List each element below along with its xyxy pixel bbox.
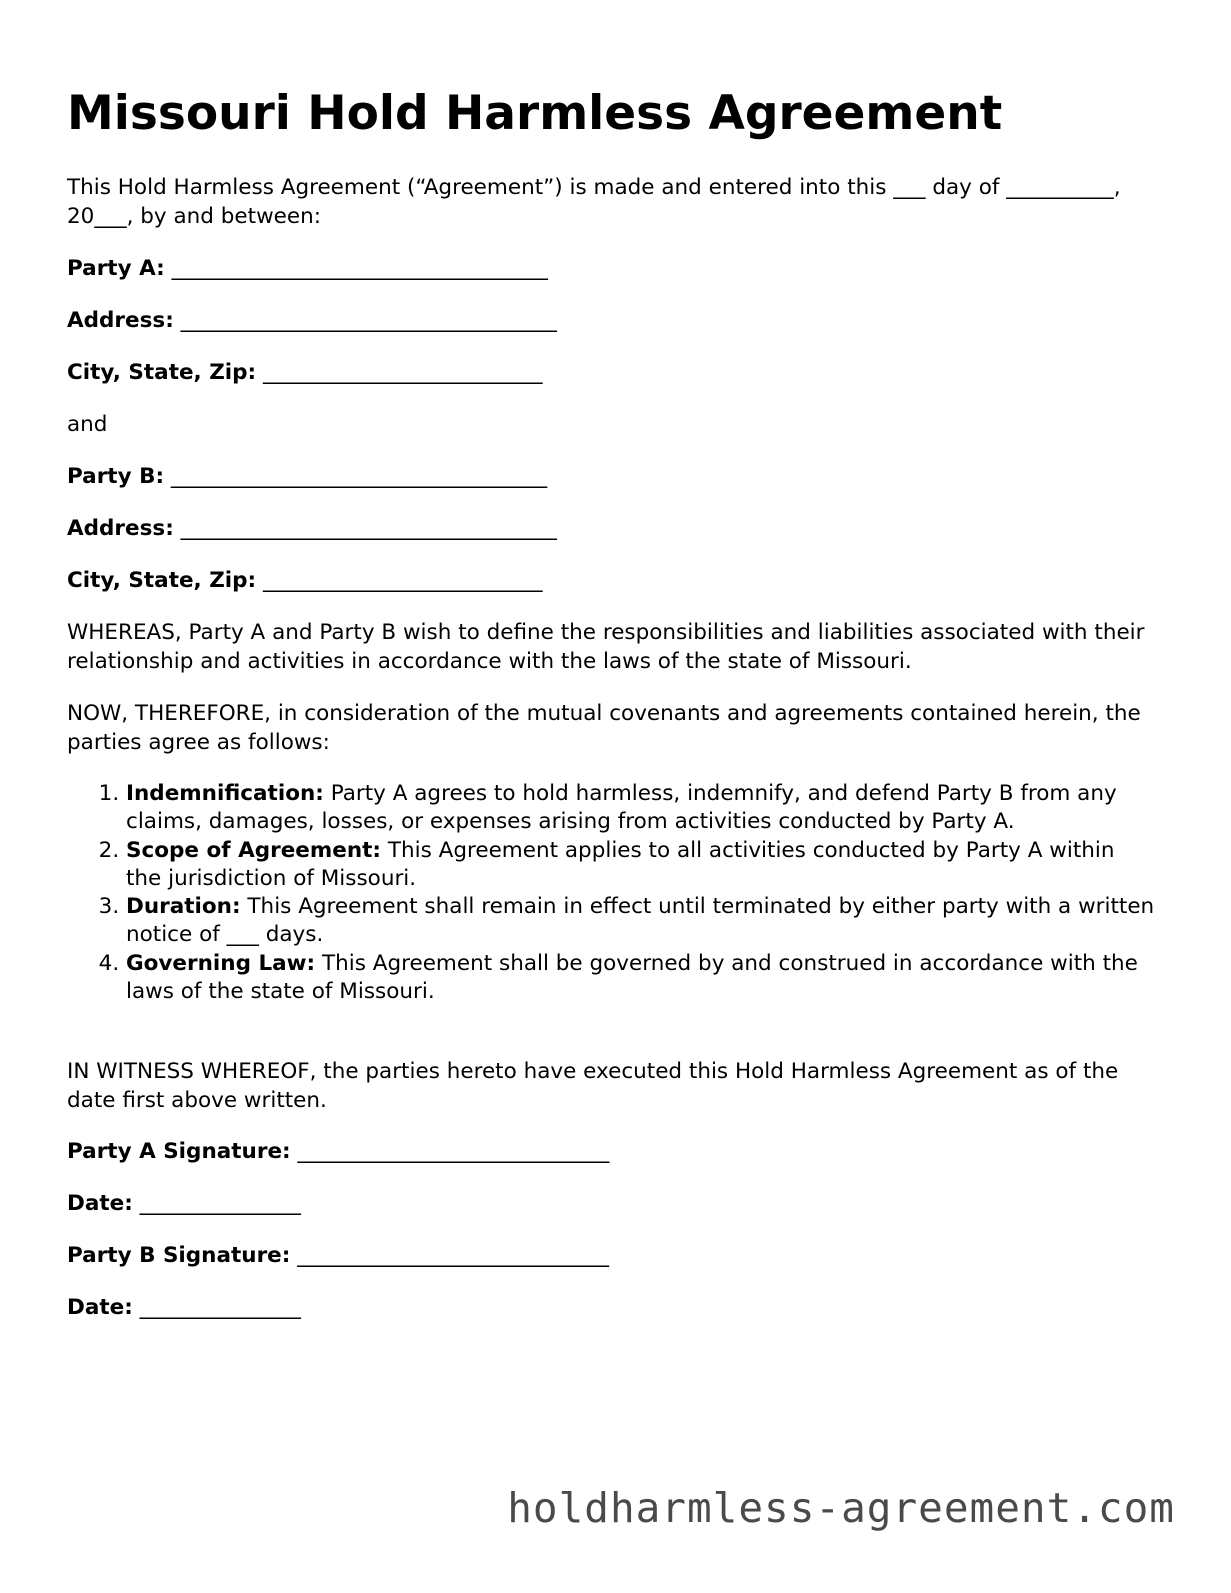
party-b-signature-blank: _____________________________ xyxy=(297,1243,609,1268)
site-watermark: holdharmless-agreement.com xyxy=(507,1484,1175,1532)
now-therefore-paragraph: NOW, THEREFORE, in consideration of the mutual covenants and agreements contained herein, the parties agree as follows: xyxy=(67,701,1141,755)
term-title: Duration: xyxy=(126,894,241,920)
term-item xyxy=(126,893,1156,950)
party-a-signature-blank: _____________________________ xyxy=(297,1139,610,1164)
party-b-date-blank: _______________ xyxy=(139,1295,301,1320)
party-b-date-label: Date: xyxy=(67,1295,133,1320)
term-title: Governing Law: xyxy=(126,950,316,976)
party-b-name-field xyxy=(67,463,547,492)
and-text: and xyxy=(67,412,108,437)
party-b-city-blank: __________________________ xyxy=(263,568,543,593)
term-text: This Agreement applies to all activities conducted by Party A within the jurisdiction of Missouri. xyxy=(126,837,1115,891)
party-a-address-field xyxy=(67,307,557,336)
term-text: Party A agrees to hold harmless, indemnify, and defend Party B from any claims, damages, losses, or expenses arising from activities conducted by Party A. xyxy=(126,781,1117,835)
witness-paragraph: IN WITNESS WHEREOF, the parties hereto have executed this Hold Harmless Agreement as of the date first above written. xyxy=(67,1059,1119,1113)
intro-paragraph: This Hold Harmless Agreement (“Agreement”) is made and entered into this ___ day of __________, 20___, by and between: xyxy=(67,175,1121,229)
party-a-address-label: Address: xyxy=(67,308,174,333)
term-title: Indemnification: xyxy=(126,781,324,806)
party-a-name-field xyxy=(67,255,548,284)
party-b-city-label: City, State, Zip: xyxy=(67,568,257,593)
party-a-name-label: Party A: xyxy=(67,256,165,281)
terms-list xyxy=(67,780,1156,1006)
term-item xyxy=(126,950,1156,1007)
party-b-signature-label: Party B Signature: xyxy=(67,1243,291,1268)
party-b-city-field xyxy=(67,567,543,596)
party-a-signature-field xyxy=(67,1138,609,1167)
party-a-city-label: City, State, Zip: xyxy=(67,360,257,385)
term-text: This Agreement shall be governed by and construed in accordance with the laws of the state of Missouri. xyxy=(126,950,1138,1005)
party-a-address-blank: ___________________________________ xyxy=(180,308,557,333)
party-b-address-field xyxy=(67,515,557,544)
party-a-signature-label: Party A Signature: xyxy=(67,1139,291,1164)
party-b-name-label: Party B: xyxy=(67,464,165,489)
whereas-paragraph: WHEREAS, Party A and Party B wish to define the responsibilities and liabilities associated with their relationship and activities in accordance with the laws of the state of Missouri. xyxy=(67,620,1145,674)
party-b-address-blank: ___________________________________ xyxy=(180,516,557,541)
party-a-date-field xyxy=(67,1190,301,1219)
party-b-address-label: Address: xyxy=(67,516,174,541)
party-b-date-field xyxy=(67,1294,301,1323)
party-a-name-blank: ___________________________________ xyxy=(171,256,548,281)
party-a-date-blank: _______________ xyxy=(139,1191,301,1216)
party-a-date-label: Date: xyxy=(67,1191,133,1216)
term-text: This Agreement shall remain in effect until terminated by either party with a written notice of ___ days. xyxy=(126,894,1155,948)
document-title: Missouri Hold Harmless Agreement xyxy=(67,86,1003,141)
term-item xyxy=(126,780,1156,837)
term-item xyxy=(126,837,1156,894)
party-b-signature-field xyxy=(67,1242,609,1271)
party-a-city-blank: __________________________ xyxy=(263,360,543,385)
party-b-name-blank: ___________________________________ xyxy=(170,464,548,489)
term-title: Scope of Agreement: xyxy=(126,837,382,863)
party-a-city-field xyxy=(67,359,543,388)
